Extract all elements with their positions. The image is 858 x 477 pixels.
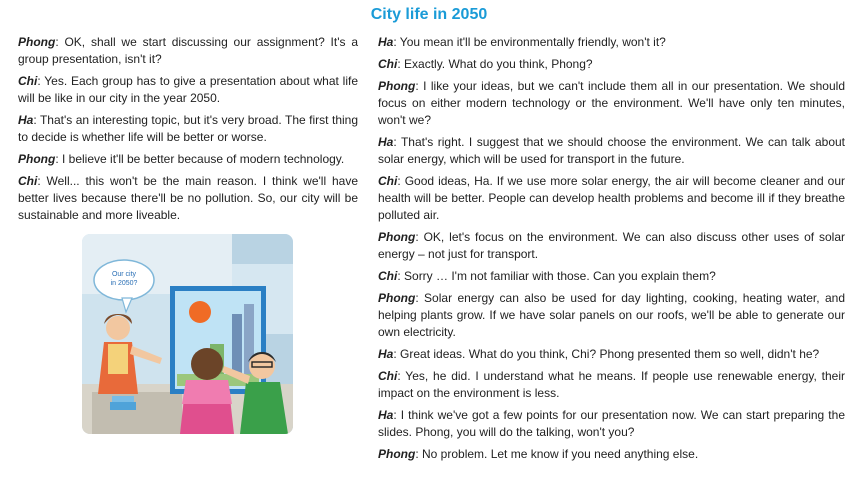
dialogue-text: : That's an interesting topic, but it's very broad. The first thing to decide is whether life will be better or worse. <box>18 113 358 144</box>
speaker-name: Chi <box>18 74 38 88</box>
dialogue-text: : Well... this won't be the main reason. I think we'll have better lives because there'll be no pollution. So, our city will be sustainable and more liveable. <box>18 174 358 222</box>
bubble-text: Our city <box>111 271 137 278</box>
speaker-name: Chi <box>378 369 398 383</box>
dialogue-text: : I like your ideas, but we can't include them all in our presentation. We should focus on either modern technology or the environment. We'll have only ten minutes, won't we? <box>378 79 845 127</box>
speaker-name: Phong <box>18 152 56 166</box>
page-title: City life in 2050 <box>370 6 488 23</box>
speaker-name: Phong <box>378 230 416 244</box>
speaker-name: Phong <box>18 35 56 49</box>
dialogue-text: : Solar energy can also be used for day lighting, cooking, heating water, and helping plants grow. If we have solar panels on our roofs, we'll be able to generate our own electricity. <box>378 291 845 339</box>
speaker-name: Chi <box>378 174 398 188</box>
dialogue-line <box>378 173 845 224</box>
dialogue-line <box>378 346 845 363</box>
dialogue-text: : Exactly. What do you think, Phong? <box>397 57 593 71</box>
dialogue-text: : Yes. Each group has to give a presentation about what life will be like in our city in the year 2050. <box>18 74 358 105</box>
dialogue-text: : Great ideas. What do you think, Chi? Phong presented them so well, didn't he? <box>393 347 820 361</box>
dialogue-line <box>378 134 845 168</box>
speaker-name: Ha <box>18 113 34 127</box>
dialogue-text: : That's right. I suggest that we should choose the environment. We can talk about solar energy, which will be used for transport in the future. <box>378 135 845 166</box>
dialogue-line <box>18 173 358 224</box>
dialogue-text: : No problem. Let me know if you need anything else. <box>415 447 699 461</box>
bubble-text: in 2050? <box>110 280 138 287</box>
dialogue-line <box>378 268 845 285</box>
sun-icon <box>189 301 211 323</box>
dialogue-line <box>378 368 845 402</box>
speaker-name: Ha <box>378 35 394 49</box>
speaker-name: Ha <box>378 347 394 361</box>
dialogue-line <box>378 407 845 441</box>
dialogue-line <box>378 78 845 129</box>
dialogue-line <box>18 73 358 107</box>
dialogue-text: : Good ideas, Ha. If we use more solar energy, the air will become cleaner and our health will be better. People can develop health problems and become ill if they breathe polluted air. <box>378 174 845 222</box>
dialogue-line <box>378 229 845 263</box>
dialogue-line <box>18 34 358 68</box>
classroom-illustration <box>82 234 293 434</box>
dialogue-text: : Sorry … I'm not familiar with those. Can you explain them? <box>397 269 716 283</box>
speaker-name: Ha <box>378 408 394 422</box>
dialogue-text: : Yes, he did. I understand what he means. If people use renewable energy, their impact on the environment is less. <box>378 369 845 400</box>
speaker-name: Chi <box>378 269 398 283</box>
dialogue-line <box>18 151 358 168</box>
speaker-name: Phong <box>378 79 416 93</box>
dialogue-text: : OK, let's focus on the environment. We can also discuss other uses of solar energy – not just for transport. <box>378 230 845 261</box>
dialogue-line <box>378 446 845 463</box>
dialogue-text: : I believe it'll be better because of modern technology. <box>55 152 345 166</box>
dialogue-text: : You mean it'll be environmentally friendly, won't it? <box>393 35 666 49</box>
dialogue-line <box>18 112 358 146</box>
speaker-name: Ha <box>378 135 394 149</box>
dialogue-text: : OK, shall we start discussing our assignment? It's a group presentation, isn't it? <box>18 35 358 66</box>
dialogue-column-right <box>378 34 845 468</box>
speaker-name: Phong <box>378 447 416 461</box>
dialogue-line <box>378 34 845 51</box>
speaker-name: Chi <box>18 174 38 188</box>
dialogue-line <box>378 290 845 341</box>
dialogue-column-left <box>18 34 358 229</box>
dialogue-line <box>378 56 845 73</box>
speaker-name: Chi <box>378 57 398 71</box>
speaker-name: Phong <box>378 291 416 305</box>
dialogue-text: : I think we've got a few points for our presentation now. We can start preparing the slides. Phong, you will do the talking, won't you? <box>378 408 845 439</box>
